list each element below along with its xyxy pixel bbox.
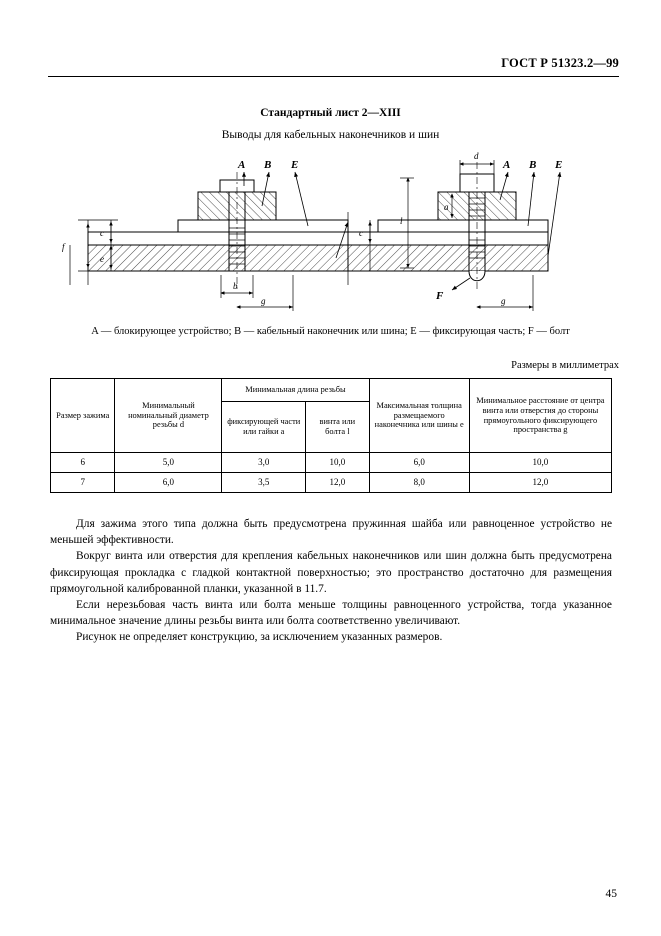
cell-size: 6: [51, 453, 115, 473]
cell-diameter: 6,0: [115, 473, 222, 493]
cell-size: 7: [51, 473, 115, 493]
sheet-title: Стандартный лист 2—XIII: [260, 107, 401, 119]
header-thread-nut: фиксирующей части или гайки a: [222, 402, 306, 453]
table-row: [51, 473, 612, 493]
header-size: Размер зажима: [51, 379, 115, 453]
figure-label-e-left: E: [291, 159, 299, 171]
paragraph-1: Для зажима этого типа должна быть предусмотрена пружинная шайба или равноценное устройство не меньшей эффективности.: [50, 518, 612, 547]
header-diameter: Минимальный номинальный диаметр резьбы d: [115, 379, 222, 453]
table-header: [51, 379, 612, 453]
figure-label-f-right: F: [436, 290, 444, 302]
figure-dim-e-left: e: [100, 254, 104, 264]
header-distance: Минимальное расстояние от центра винта или отверстия до стороны прямоугольного фиксирующего пространства g: [469, 379, 611, 453]
figure-dim-c-right: c: [359, 228, 363, 238]
figure-dim-c-left: c: [100, 228, 104, 238]
paragraph-3: Если нерезьбовая часть винта или болта меньше толщины равноценного устройства, тогда указанное минимальное значение длины резьбы винта или болта соответственно увеличивают.: [50, 598, 612, 628]
paragraph-4: Рисунок не определяет конструкцию, за исключением указанных размеров.: [76, 631, 443, 644]
figure-dim-f-left: f: [62, 242, 65, 252]
cell-thread-nut: 3,0: [222, 453, 306, 473]
header-thickness: Максимальная толщина размещаемого наконечника или шины e: [369, 379, 469, 453]
figure-label-a-right: A: [503, 159, 511, 171]
standard-header: ГОСТ Р 51323.2—99: [501, 56, 619, 70]
cell-thread-bolt: 12,0: [306, 473, 369, 493]
cell-distance: 10,0: [469, 453, 611, 473]
cell-thickness: 8,0: [369, 473, 469, 493]
figure-dim-b-left: b: [233, 281, 238, 291]
figure-dim-d-right: d: [474, 151, 479, 161]
units-note: Размеры в миллиметрах: [511, 360, 619, 371]
paragraph-2: Вокруг винта или отверстия для крепления кабельных наконечников или шин должна быть предусмотрена фиксирующая прокладка с гладкой контактной поверхностью; это пространство достаточно для размещения прямоугольной калиброванной планки, указанной в 11.7.: [50, 550, 612, 595]
table-row: [51, 453, 612, 473]
cell-thread-bolt: 10,0: [306, 453, 369, 473]
header-thread-group: Минимальная длина резьбы: [222, 379, 369, 402]
cell-diameter: 5,0: [115, 453, 222, 473]
figure-label-b-left: B: [264, 159, 272, 171]
sheet-subtitle: Выводы для кабельных наконечников и шин: [221, 129, 440, 141]
figure-dim-a-right: a: [444, 202, 449, 212]
body-text: [50, 516, 612, 646]
figure-caption: A — блокирующее устройство; B — кабельный наконечник или шина; E — фиксирующая часть; F — болт: [91, 326, 570, 337]
drawing-svg: [48, 150, 618, 320]
figure-dim-g-left: g: [261, 296, 266, 306]
cell-distance: 12,0: [469, 473, 611, 493]
cell-thickness: 6,0: [369, 453, 469, 473]
figure-dim-g-right: g: [501, 296, 506, 306]
figure-label-e-right: E: [555, 159, 563, 171]
header-thread-bolt: винта или болта l: [306, 402, 369, 453]
figure-label-b-right: B: [529, 159, 537, 171]
figure-label-a-left: A: [238, 159, 246, 171]
figure-dim-l-right: l: [400, 216, 403, 226]
header-rule: [48, 76, 619, 77]
specs-table: [50, 378, 612, 493]
cell-thread-nut: 3,5: [222, 473, 306, 493]
table-body: [51, 453, 612, 493]
technical-drawing: [48, 150, 618, 320]
page-number: 45: [605, 888, 617, 900]
